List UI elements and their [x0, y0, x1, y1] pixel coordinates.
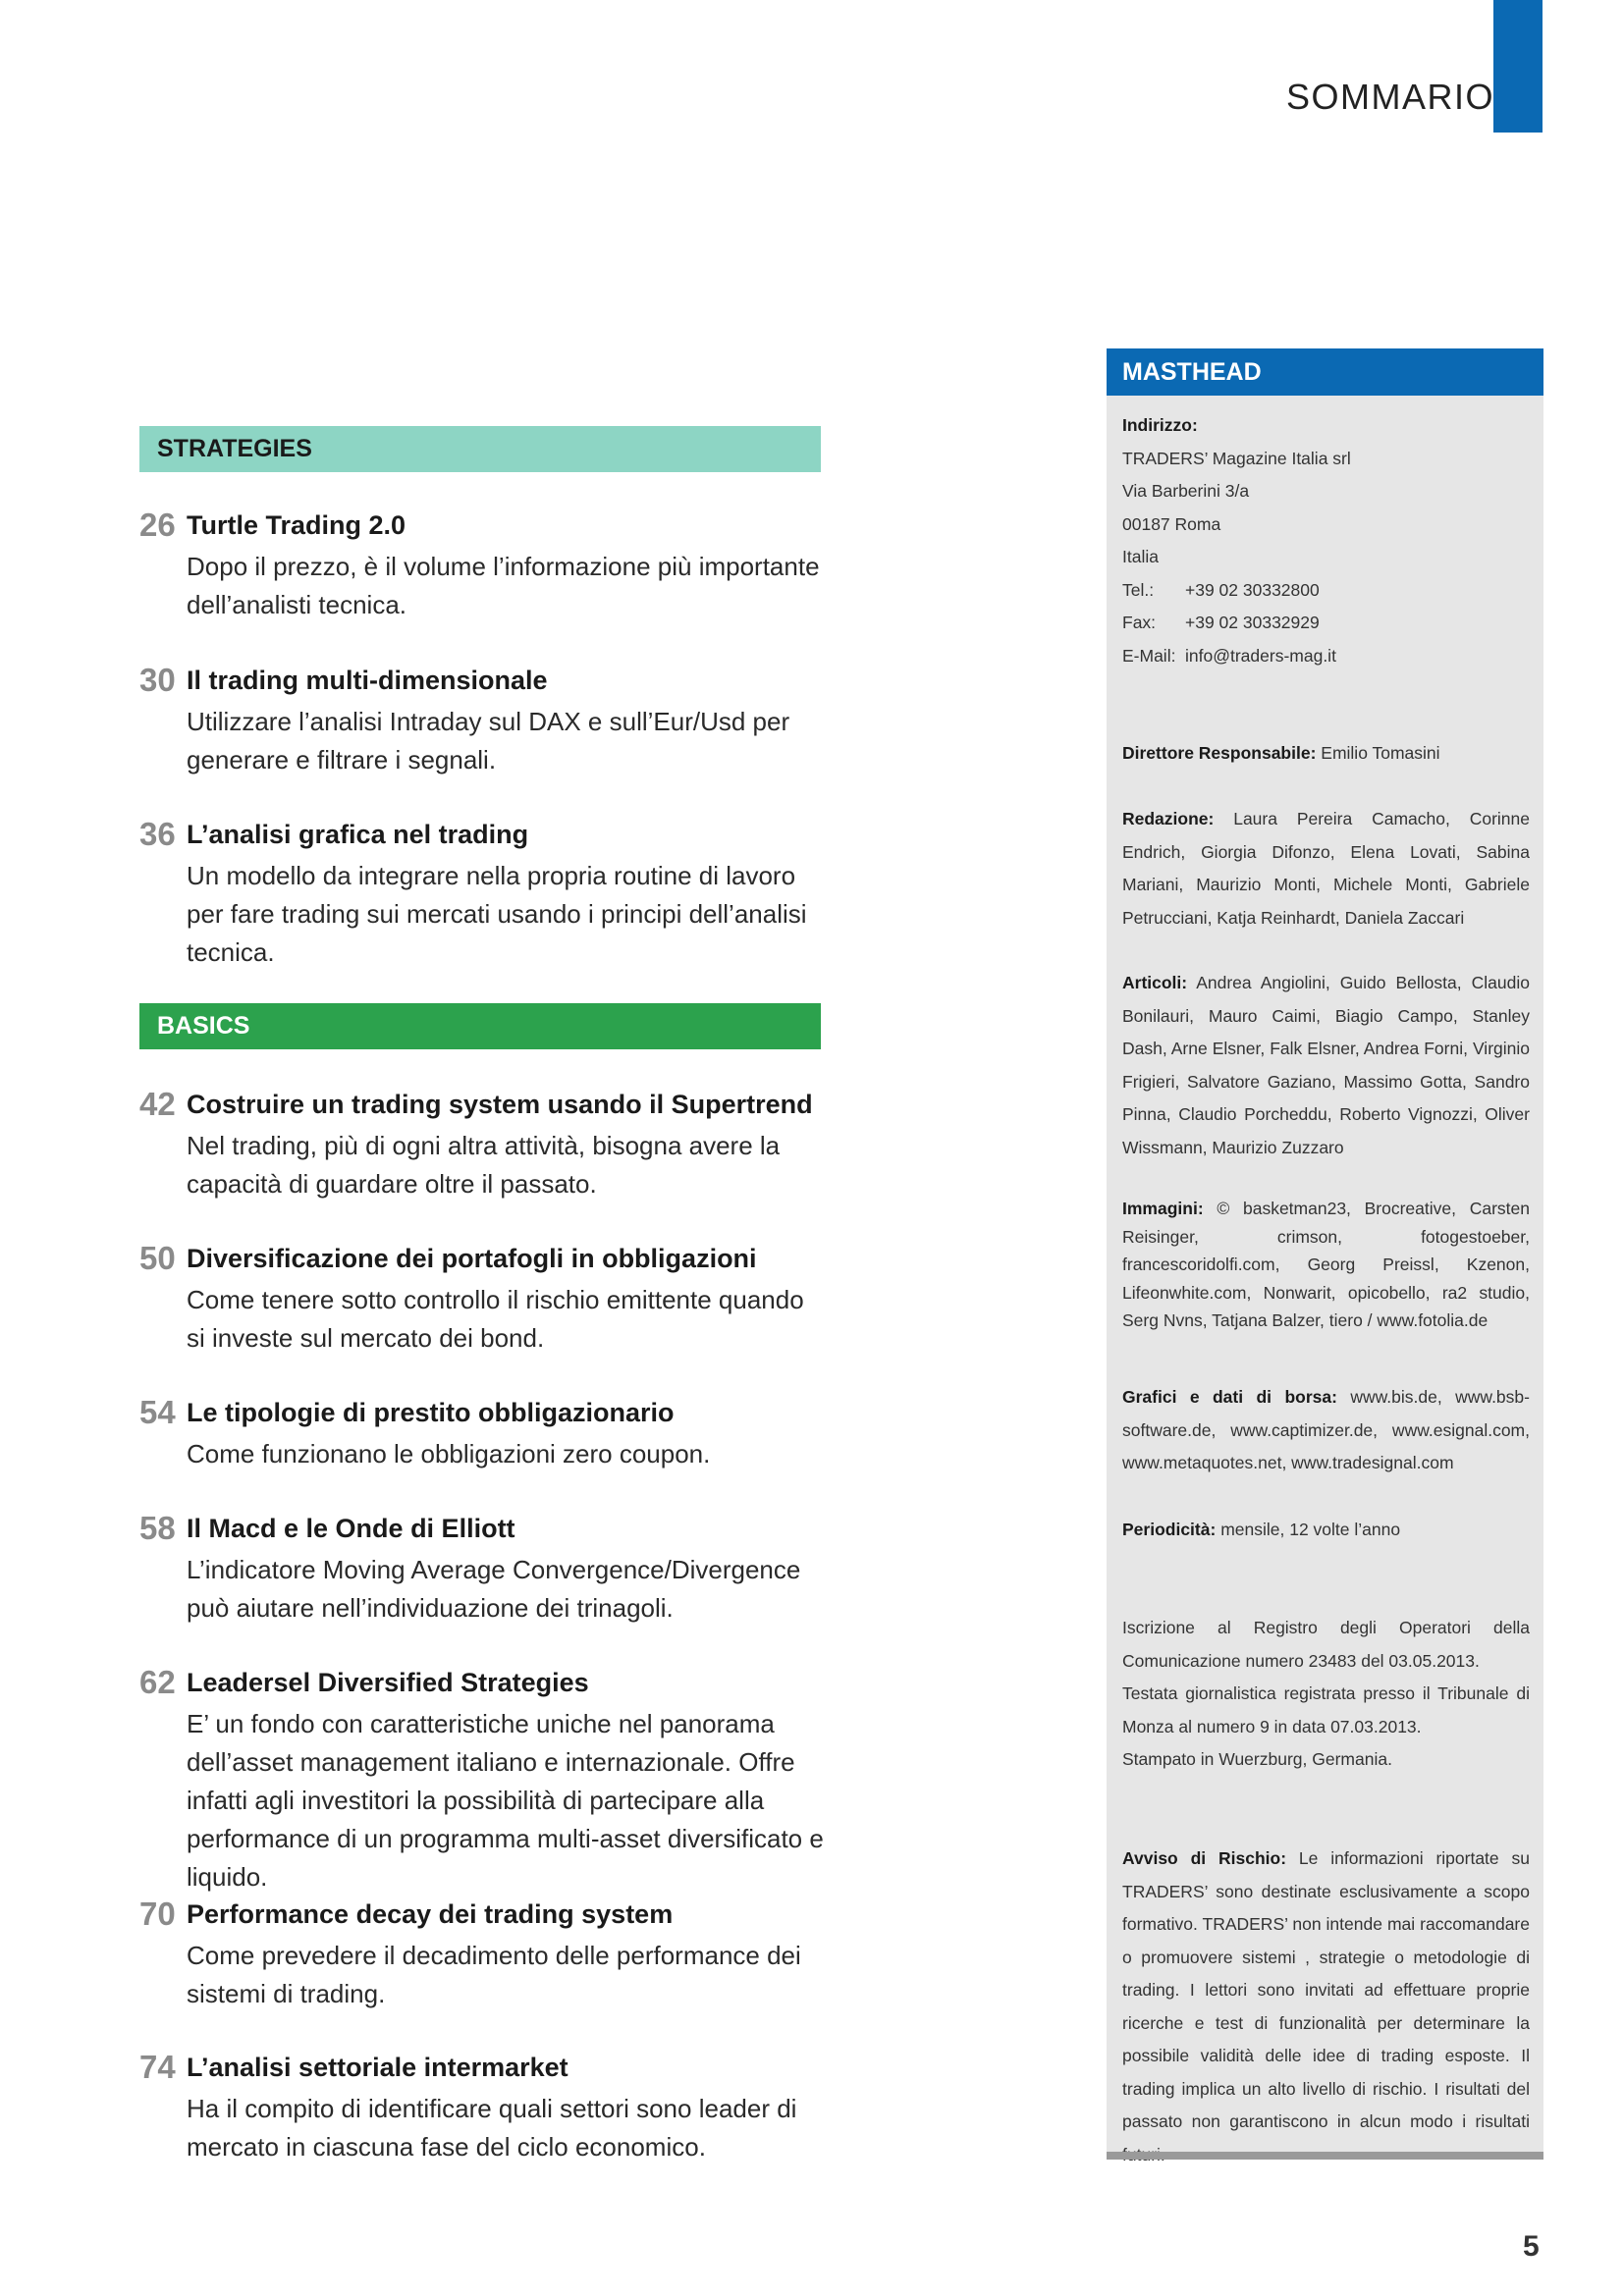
- editorial-label: Redazione:: [1122, 809, 1215, 828]
- entry-page: 26: [139, 507, 176, 543]
- entry-page: 30: [139, 662, 176, 698]
- entry-description: Ha il compito di identificare quali settori sono leader di mercato in ciascuna fase del ciclo economico.: [187, 2094, 797, 2162]
- address-company: TRADERS’ Magazine Italia srl: [1122, 448, 1351, 468]
- frequency-value: mensile, 12 volte l’anno: [1220, 1520, 1401, 1539]
- address-label: Indirizzo:: [1122, 415, 1198, 435]
- entry-page: 50: [139, 1240, 176, 1276]
- entry-page: 54: [139, 1394, 176, 1430]
- director-label: Direttore Responsabile:: [1122, 743, 1317, 763]
- entry-description: L’indicatore Moving Average Convergence/Divergence può aiutare nell’individuazione dei trinagoli.: [187, 1555, 801, 1623]
- blue-corner-tab: [1493, 0, 1543, 133]
- section-title: SOMMARIO: [1286, 77, 1495, 117]
- page-number: 5: [1523, 2230, 1540, 2263]
- masthead-director: [1122, 737, 1530, 771]
- entry-title: Turtle Trading 2.0: [187, 510, 406, 540]
- entry-title: L’analisi grafica nel trading: [187, 820, 529, 849]
- entry-description: Come tenere sotto controllo il rischio emittente quando si investe sul mercato dei bond.: [187, 1285, 804, 1353]
- entry-description: Un modello da integrare nella propria routine di lavoro per fare trading sui mercati usando i principi dell’analisi tecnica.: [187, 861, 807, 967]
- masthead-address: [1122, 409, 1530, 672]
- masthead-images: [1122, 1195, 1530, 1335]
- risk-label: Avviso di Rischio:: [1122, 1848, 1287, 1868]
- entry-description: Come funzionano le obbligazioni zero coupon.: [187, 1439, 711, 1468]
- entry-description: E’ un fondo con caratteristiche uniche nel panorama dell’asset management italiano e internazionale. Offre infatti agli investitori la possibilità di partecipare alla performance di un programma multi-asset diversificato e liquido.: [187, 1709, 824, 1892]
- registration-line: Stampato in Wuerzburg, Germania.: [1122, 1749, 1392, 1769]
- tel-value: +39 02 30332800: [1185, 579, 1320, 600]
- risk-value: Le informazioni riportate su TRADERS’ sono destinate esclusivamente a scopo formativo. TRADERS’ non intende mai raccomandare o promuovere sistemi , strategie o metodologie di trading. I lettori sono invitati ad effettuare proprie ricerche e test di funzionalità per determinare la possibile validità delle idee di trading esposte. Il trading implica un alto livello di rischio. I risultati del passato non garantiscono in alcun modo i risultati: [1122, 1848, 1530, 2131]
- masthead-header: MASTHEAD: [1107, 348, 1543, 396]
- address-city: 00187 Roma: [1122, 513, 1221, 534]
- director-value: Emilio Tomasini: [1321, 743, 1440, 763]
- email-label: E-Mail:: [1122, 645, 1176, 666]
- articles-value: Andrea Angiolini, Guido Bellosta, Claudio Bonilauri, Mauro Caimi, Biagio Campo, Stanley Dash, Arne Elsner, Falk Elsner, Andrea Forni, Virginio Frigieri, Salvatore Gaziano, Massimo Gotta, Sandro Pinna, Claudio Porcheddu, Roberto Vignozzi, Oliver Wissmann, Maurizio Zuzzaro: [1122, 973, 1530, 1157]
- masthead-frequency: [1122, 1514, 1530, 1547]
- entry-description: Come prevedere il decadimento delle performance dei sistemi di trading.: [187, 1941, 801, 2008]
- masthead-articles: [1122, 967, 1530, 1164]
- entry-page: 62: [139, 1664, 176, 1700]
- masthead-panel: [1107, 348, 1543, 2160]
- masthead-risk: [1122, 1842, 1530, 2171]
- entry-page: 36: [139, 816, 176, 852]
- entry-title: Leadersel Diversified Strategies: [187, 1668, 589, 1697]
- fax-value: +39 02 30332929: [1185, 613, 1320, 632]
- frequency-label: Periodicità:: [1122, 1520, 1217, 1539]
- fax-label: Fax:: [1122, 613, 1157, 632]
- entry-page: 70: [139, 1896, 176, 1932]
- images-value: © basketman23, Brocreative, Carsten Reisinger, crimson, fotogestoeber, francescoridolfi.com, Georg Preissl, Kzenon, Lifeonwhite.com, Nonwarit, opicobello, ra2 studio, Serg Nvns, Tatjana Balzer, tiero / www.fotolia.de: [1122, 1199, 1530, 1330]
- basics-header: BASICS: [139, 1003, 821, 1049]
- charts-label: Grafici e dati di borsa:: [1122, 1387, 1337, 1407]
- articles-label: Articoli:: [1122, 973, 1188, 992]
- images-label: Immagini:: [1122, 1199, 1204, 1218]
- entry-description: Dopo il prezzo, è il volume l’informazione più importante dell’analisti tecnica.: [187, 552, 820, 619]
- email-value: info@traders-mag.it: [1185, 645, 1336, 666]
- masthead-charts: [1122, 1381, 1530, 1480]
- entry-page: 74: [139, 2049, 176, 2085]
- entry-description: Nel trading, più di ogni altra attività, bisogna avere la capacità di guardare oltre il passato.: [187, 1131, 781, 1199]
- registration-line: Testata giornalistica registrata presso il Tribunale di Monza al numero 9 in data 07.03.2013.: [1122, 1683, 1530, 1736]
- strategies-header: STRATEGIES: [139, 426, 821, 472]
- entry-title: Performance decay dei trading system: [187, 1899, 674, 1929]
- entry-page: 42: [139, 1086, 176, 1122]
- entry-description: Utilizzare l’analisi Intraday sul DAX e sull’Eur/Usd per generare e filtrare i segnali.: [187, 707, 790, 774]
- editorial-value: Laura Pereira Camacho, Corinne Endrich, Giorgia Difonzo, Elena Lovati, Sabina Mariani, Maurizio Monti, Michele Monti, Gabriele Petrucciani, Katja Reinhardt, Daniela Zaccari: [1122, 809, 1530, 928]
- address-street: Via Barberini 3/a: [1122, 481, 1250, 501]
- address-country: Italia: [1122, 547, 1159, 566]
- entry-title: L’analisi settoriale intermarket: [187, 2053, 568, 2082]
- entry-title: Costruire un trading system usando il Supertrend: [187, 1090, 813, 1119]
- masthead-editorial: [1122, 803, 1530, 934]
- entry-title: Il Macd e le Onde di Elliott: [187, 1514, 515, 1543]
- entry-page: 58: [139, 1510, 176, 1546]
- charts-value: www.bis.de, www.bsb-software.de, www.captimizer.de, www.esignal.com, www.metaquotes.net, www.tradesignal.com: [1122, 1387, 1530, 1472]
- entry-title: Le tipologie di prestito obbligazionario: [187, 1398, 675, 1427]
- entry-title: Il trading multi-dimensionale: [187, 666, 548, 695]
- masthead-bottom-rule: [1107, 2152, 1543, 2160]
- registration-line: Iscrizione al Registro degli Operatori della Comunicazione numero 23483 del 03.05.2013.: [1122, 1618, 1530, 1671]
- masthead-registration: [1122, 1612, 1530, 1777]
- entry-title: Diversificazione dei portafogli in obbligazioni: [187, 1244, 757, 1273]
- tel-label: Tel.:: [1122, 579, 1155, 600]
